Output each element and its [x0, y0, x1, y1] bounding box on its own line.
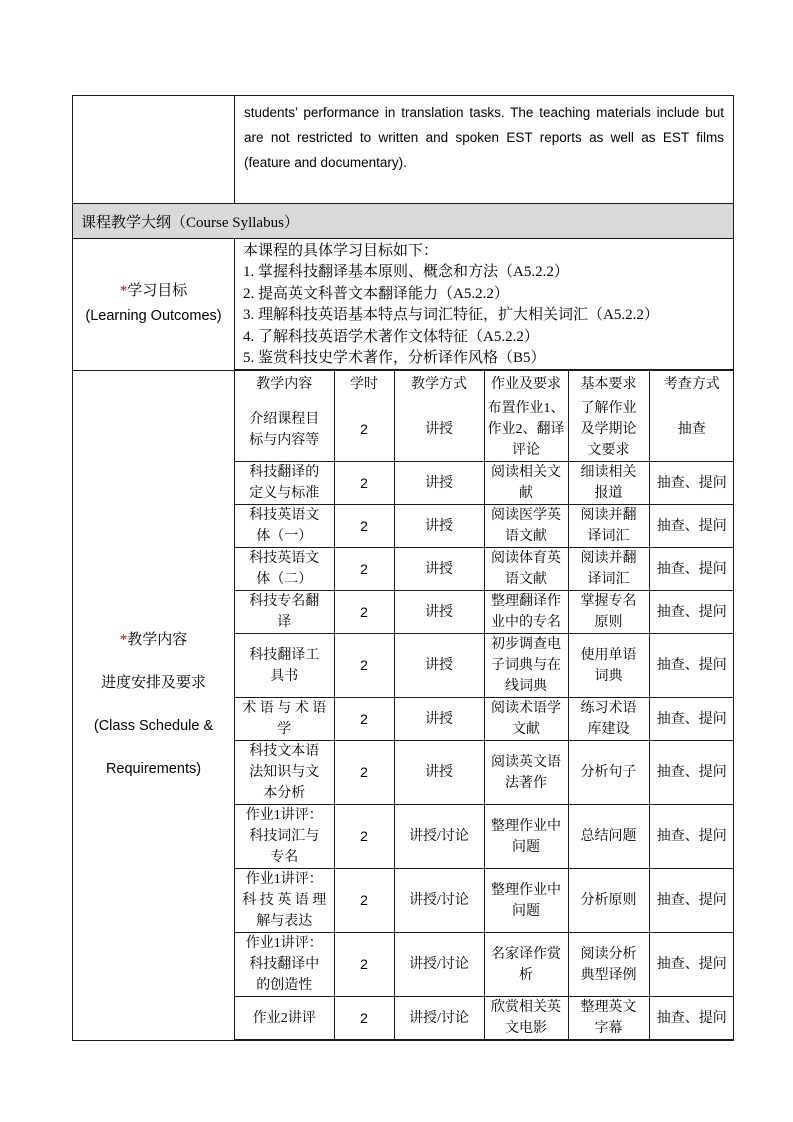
- content-cell: 科技翻译工 具书: [235, 634, 334, 698]
- homework-cell: 欣赏相关英 文电影: [484, 997, 568, 1040]
- schedule-label-en1: (Class Schedule &: [93, 718, 214, 735]
- requirement-cell: 总结问题: [568, 805, 649, 869]
- schedule-row: [235, 591, 734, 634]
- requirement-cell: 细读相关 报道: [568, 462, 649, 505]
- homework-cell: 整理翻译作 业中的专名: [484, 591, 568, 634]
- schedule-row: [235, 548, 734, 591]
- assessment-cell: 抽查、提问: [649, 462, 734, 505]
- section-header-course-syllabus: 课程教学大纲（Course Syllabus）: [73, 204, 734, 239]
- schedule-label-en2: Requirements): [105, 761, 202, 778]
- assessment-cell: 抽查、提问: [649, 805, 734, 869]
- schedule-row: [235, 805, 734, 869]
- header-method: 教学方式: [394, 371, 484, 398]
- schedule-row: [235, 698, 734, 741]
- requirement-cell: 阅读并翻 译词汇: [568, 548, 649, 591]
- outcome-item: 5. 鉴赏科技史学术著作，分析译作风格（B5）: [243, 350, 546, 367]
- homework-cell: 布置作业1、 作业2、翻译 评论: [484, 398, 568, 462]
- method-cell: 讲授: [394, 591, 484, 634]
- hours-cell: 2: [334, 548, 394, 591]
- hours-cell: 2: [334, 591, 394, 634]
- learning-outcomes-label: [73, 239, 235, 371]
- outcome-item: 3. 理解科技英语基本特点与词汇特征，扩大相关词汇（A5.2.2）: [243, 307, 659, 324]
- hours-cell: 2: [334, 805, 394, 869]
- assessment-cell: 抽查、提问: [649, 591, 734, 634]
- content-cell: 科技翻译的 定义与标准: [235, 462, 334, 505]
- method-cell: 讲授: [394, 741, 484, 805]
- schedule-row: [235, 505, 734, 548]
- assessment-cell: 抽查、提问: [649, 634, 734, 698]
- schedule-row: [235, 997, 734, 1040]
- method-cell: 讲授/讨论: [394, 869, 484, 933]
- schedule-row: [235, 869, 734, 933]
- required-asterisk: *: [119, 632, 128, 649]
- homework-cell: 整理作业中 问题: [484, 805, 568, 869]
- course-description-row: [73, 96, 734, 204]
- homework-cell: 阅读术语学 文献: [484, 698, 568, 741]
- hours-cell: 2: [334, 869, 394, 933]
- homework-cell: 阅读英文语 法著作: [484, 741, 568, 805]
- learning-outcomes-row: [73, 239, 734, 371]
- homework-cell: 初步调查电 子词典与在 线词典: [484, 634, 568, 698]
- assessment-cell: 抽查: [649, 398, 734, 462]
- method-cell: 讲授: [394, 698, 484, 741]
- outcome-item: 4. 了解科技英语学术著作文体特征（A5.2.2）: [243, 328, 539, 345]
- method-cell: 讲授: [394, 398, 484, 462]
- course-description-text: students’ performance in translation tasks. The teaching materials include but are not restricted to written and spoken EST reports as well as EST films (feature and documentary).: [235, 96, 734, 204]
- schedule-table: [235, 371, 734, 1039]
- content-cell: 科技文本语 法知识与文 本分析: [235, 741, 334, 805]
- homework-cell: 阅读体育英 语文献: [484, 548, 568, 591]
- assessment-cell: 抽查、提问: [649, 548, 734, 591]
- schedule-row: [235, 634, 734, 698]
- assessment-cell: 抽查、提问: [649, 997, 734, 1040]
- method-cell: 讲授/讨论: [394, 805, 484, 869]
- schedule-label: [73, 370, 235, 1040]
- method-cell: 讲授/讨论: [394, 933, 484, 997]
- hours-cell: 2: [334, 741, 394, 805]
- header-content: 教学内容: [235, 371, 334, 398]
- learning-outcomes-label-zh-text: 学习目标: [127, 283, 188, 300]
- content-cell: 作业1讲评： 科技翻译中 的创造性: [235, 933, 334, 997]
- content-cell: 科技专名翻 译: [235, 591, 334, 634]
- required-asterisk: *: [119, 283, 128, 300]
- assessment-cell: 抽查、提问: [649, 869, 734, 933]
- assessment-cell: 抽查、提问: [649, 933, 734, 997]
- schedule-row: [235, 462, 734, 505]
- syllabus-outer-table: [72, 95, 734, 1041]
- assessment-cell: 抽查、提问: [649, 505, 734, 548]
- content-cell: 作业1讲评： 科技词汇与 专名: [235, 805, 334, 869]
- empty-cell: [73, 96, 235, 204]
- method-cell: 讲授: [394, 634, 484, 698]
- hours-cell: 2: [334, 398, 394, 462]
- header-assessment: 考查方式: [649, 371, 734, 398]
- schedule-label-zh1-text: 教学内容: [127, 632, 188, 649]
- requirement-cell: 阅读分析 典型译例: [568, 933, 649, 997]
- header-homework: 作业及要求: [484, 371, 568, 398]
- content-cell: 作业2讲评: [235, 997, 334, 1040]
- content-cell: 介绍课程目 标与内容等: [235, 398, 334, 462]
- hours-cell: 2: [334, 505, 394, 548]
- schedule-label-zh1: [73, 619, 234, 662]
- requirement-cell: 了解作业 及学期论 文要求: [568, 398, 649, 462]
- requirement-cell: 整理英文 字幕: [568, 997, 649, 1040]
- content-cell: 科技英语文 体（二）: [235, 548, 334, 591]
- schedule-label-zh2: 进度安排及要求: [100, 675, 206, 692]
- content-cell: 科技英语文 体（一）: [235, 505, 334, 548]
- hours-cell: 2: [334, 634, 394, 698]
- learning-outcomes-content: [235, 239, 734, 371]
- requirement-cell: 练习术语 库建设: [568, 698, 649, 741]
- requirement-cell: 分析原则: [568, 869, 649, 933]
- method-cell: 讲授: [394, 462, 484, 505]
- assessment-cell: 抽查、提问: [649, 698, 734, 741]
- learning-outcomes-label-zh: [73, 279, 234, 304]
- hours-cell: 2: [334, 698, 394, 741]
- outcome-item: 1. 掌握科技翻译基本原则、概念和方法（A5.2.2）: [243, 264, 569, 281]
- schedule-row-outer: [73, 370, 734, 1040]
- schedule-row: [235, 398, 734, 462]
- schedule-row: [235, 933, 734, 997]
- assessment-cell: 抽查、提问: [649, 741, 734, 805]
- content-cell: 作业1讲评： 科 技 英 语 理 解与表达: [235, 869, 334, 933]
- learning-outcomes-label-en: (Learning Outcomes): [85, 308, 222, 325]
- outcomes-intro: 本课程的具体学习目标如下：: [243, 243, 439, 259]
- schedule-row: [235, 741, 734, 805]
- content-cell: 术 语 与 术 语 学: [235, 698, 334, 741]
- header-hours: 学时: [334, 371, 394, 398]
- header-requirement: 基本要求: [568, 371, 649, 398]
- method-cell: 讲授: [394, 505, 484, 548]
- outcome-item: 2. 提高英文科普文本翻译能力（A5.2.2）: [243, 285, 509, 302]
- hours-cell: 2: [334, 997, 394, 1040]
- homework-cell: 整理作业中 问题: [484, 869, 568, 933]
- requirement-cell: 阅读并翻 译词汇: [568, 505, 649, 548]
- schedule-header-row: [235, 371, 734, 398]
- method-cell: 讲授/讨论: [394, 997, 484, 1040]
- requirement-cell: 掌握专名 原则: [568, 591, 649, 634]
- homework-cell: 阅读医学英 语文献: [484, 505, 568, 548]
- homework-cell: 名家译作赏 析: [484, 933, 568, 997]
- hours-cell: 2: [334, 462, 394, 505]
- requirement-cell: 使用单语 词典: [568, 634, 649, 698]
- section-header-row: [73, 204, 734, 239]
- homework-cell: 阅读相关文 献: [484, 462, 568, 505]
- method-cell: 讲授: [394, 548, 484, 591]
- hours-cell: 2: [334, 933, 394, 997]
- requirement-cell: 分析句子: [568, 741, 649, 805]
- schedule-table-cell: [235, 370, 734, 1040]
